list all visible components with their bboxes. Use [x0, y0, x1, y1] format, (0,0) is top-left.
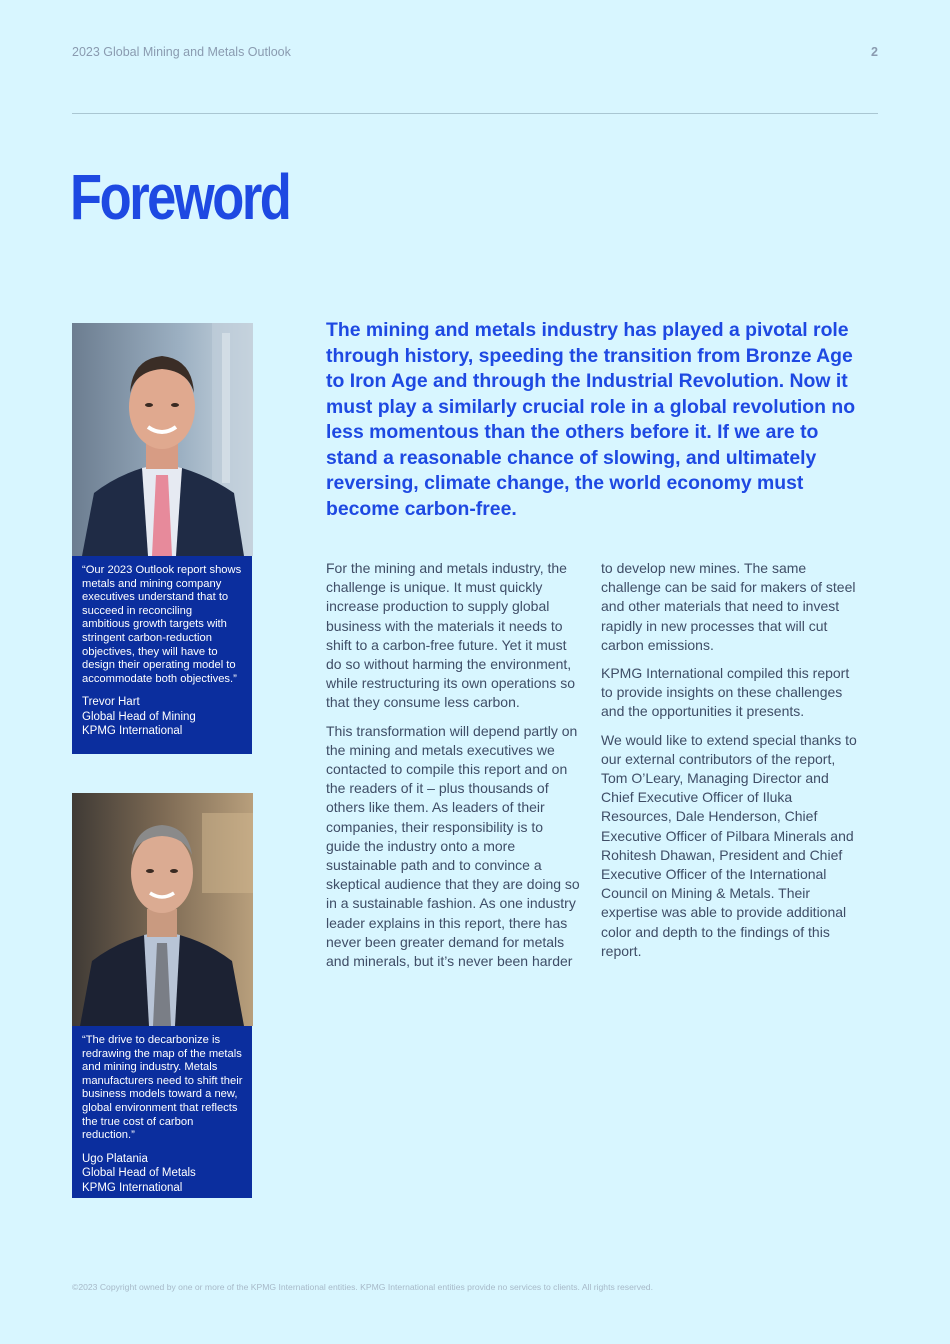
quote-text: “The drive to decarbonize is redrawing the map of the metals and mining industry. Metals manufacturers need to shift their business models toward a new, global environment that reflects the true cost of carbon reduction.”: [82, 1034, 243, 1142]
header-divider: [72, 113, 878, 114]
body-paragraph: We would like to extend special thanks to our external contributors of the report, Tom O’Leary, Managing Director and Chief Executive Officer of Iluka Resources, Dale Henderson, Chief Executive Officer of Pilbara Minerals and Rohitesh Dhawan, President and Chief Executive Officer of the International Council on Mining & Metals. Their expertise was able to provide additional color and depth to the findings of this report.: [601, 731, 857, 959]
body-paragraph: KPMG International compiled this report to provide insights on these challenges and the opportunities it presents.: [601, 665, 850, 720]
quote-author-org: KPMG International: [82, 1181, 183, 1194]
copyright-footer: ©2023 Copyright owned by one or more of the KPMG International entities. KPMG International entities provide no services to clients. All rights reserved.: [72, 1282, 653, 1292]
page-number: 2: [871, 45, 878, 59]
body-paragraph: This transformation will depend partly on the mining and metals executives we contacted to compile this report and on the readers of it – plus thousands of others like them. As leaders of their companies, their responsibility is to guide the industry onto a more sustainable path and to convince a skeptical audience that they are doing so in a sustainable fashion. As one industry leader explains in this report, there has never been greater demand for metals and minerals, but it’s never been harder: [326, 722, 580, 970]
portrait-trevor-hart: [72, 323, 253, 556]
quote-author-org: KPMG International: [82, 725, 183, 738]
body-paragraph: For the mining and metals industry, the challenge is unique. It must quickly increase production to supply global business with the materials it needs to shift to a carbon-free future. Yet it must do so without harming the environment, while restructuring its own operations so that they consume less carbon.: [326, 560, 576, 711]
body-column-1: [326, 559, 581, 980]
quote-author-role: Global Head of Metals: [82, 1167, 196, 1180]
quote-text: “Our 2023 Outlook report shows metals and mining company executives understand that to succeed in reconciling ambitious growth targets with stringent carbon-reduction objectives, they will have to design their operating model to accommodate both objectives.”: [82, 564, 242, 685]
quote-box-trevor-hart: [72, 556, 252, 754]
portrait-ugo-platania: [72, 793, 253, 1026]
lead-paragraph: The mining and metals industry has played a pivotal role through history, speeding the transition from Bronze Age to Iron Age and through the Industrial Revolution. Now it must play a similarly crucial role in a global revolution no less momentous than the others before it. If we are to stand a reasonable chance of slowing, and ultimately reversing, climate change, the world economy must become carbon-free.: [326, 319, 856, 520]
body-paragraph: to develop new mines. The same challenge can be said for makers of steel and other materials that need to invest rapidly in new processes that will cut carbon emissions.: [601, 560, 856, 653]
quote-author-name: Trevor Hart: [82, 696, 140, 709]
page-title: Foreword: [70, 161, 290, 233]
quote-author-name: Ugo Platania: [82, 1152, 148, 1165]
quote-box-ugo-platania: [72, 1026, 252, 1198]
report-header-title: 2023 Global Mining and Metals Outlook: [72, 45, 291, 59]
body-column-2: [601, 559, 863, 970]
quote-author-role: Global Head of Mining: [82, 710, 196, 723]
